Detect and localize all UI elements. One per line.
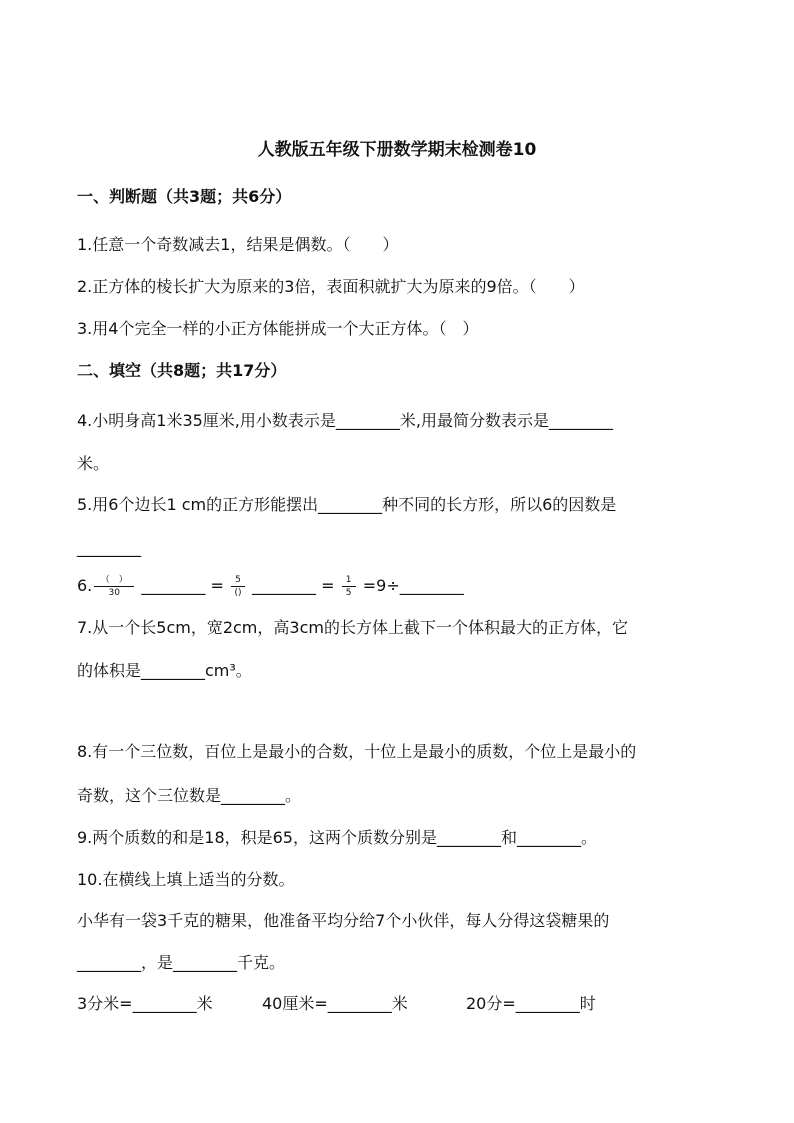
question-1: 1.任意一个奇数减去1，结果是偶数。（ ） — [77, 235, 399, 254]
question-6-tail: =9÷________ — [362, 576, 464, 595]
fraction-1-denominator: 30 — [108, 588, 120, 598]
fraction-1 — [94, 575, 134, 598]
question-6-equals-2: = — [321, 576, 335, 595]
question-9: 9.两个质数的和是18，积是65，这两个质数分别是________和________。 — [77, 828, 597, 847]
question-10-conversion-2: 40厘米=________米 — [262, 994, 408, 1013]
question-4-line-1: 4.小明身高1米35厘米,用小数表示是________米,用最简分数表示是________ — [77, 411, 613, 430]
question-6-blank-2: ________ — [252, 576, 317, 595]
question-7-line-1: 7.从一个长5cm，宽2cm，高3cm的长方体上截下一个体积最大的正方体，它 — [77, 618, 628, 637]
question-10-intro: 10.在横线上填上适当的分数。 — [77, 870, 295, 889]
fraction-3 — [342, 575, 356, 598]
question-5-line-2: ________ — [77, 538, 141, 557]
question-10-conversion-1: 3分米=________米 — [77, 994, 213, 1013]
question-6-prefix: 6. — [77, 576, 93, 595]
question-10-line-2: ________，是________千克。 — [77, 953, 286, 972]
question-10-conversion-3: 20分=________时 — [466, 994, 596, 1013]
fraction-2-numerator: 5 — [231, 575, 245, 587]
page-title: 人教版五年级下册数学期末检测卷10 — [257, 140, 537, 160]
fraction-3-denominator: 5 — [345, 588, 352, 598]
question-3: 3.用4个完全一样的小正方体能拼成一个大正方体。（ ） — [77, 319, 479, 338]
fraction-1-numerator: （ ） — [94, 575, 134, 587]
question-6-equals-1: = — [210, 576, 224, 595]
question-8-line-1: 8.有一个三位数，百位上是最小的合数，十位上是最小的质数，个位上是最小的 — [77, 742, 637, 761]
question-4-line-2: 米。 — [77, 454, 110, 473]
question-2: 2.正方体的棱长扩大为原来的3倍，表面积就扩大为原来的9倍。（ ） — [77, 277, 585, 296]
fraction-3-numerator: 1 — [342, 575, 356, 587]
section-heading-judgment: 一、判断题（共3题；共6分） — [77, 187, 292, 206]
question-8-line-2: 奇数，这个三位数是________。 — [77, 786, 302, 805]
fraction-2-denominator: () — [234, 588, 242, 598]
question-6-blank-1: ________ — [141, 576, 206, 595]
question-6 — [77, 572, 464, 600]
question-7-line-2: 的体积是________cm³。 — [77, 661, 252, 680]
section-heading-fill-in: 二、填空（共8题；共17分） — [77, 361, 287, 380]
fraction-2 — [231, 575, 245, 598]
question-10-line-1: 小华有一袋3千克的糖果，他准备平均分给7个小伙伴，每人分得这袋糖果的 — [77, 911, 610, 930]
question-5-line-1: 5.用6个边长1 cm的正方形能摆出________种不同的长方形，所以6的因数是 — [77, 495, 617, 514]
